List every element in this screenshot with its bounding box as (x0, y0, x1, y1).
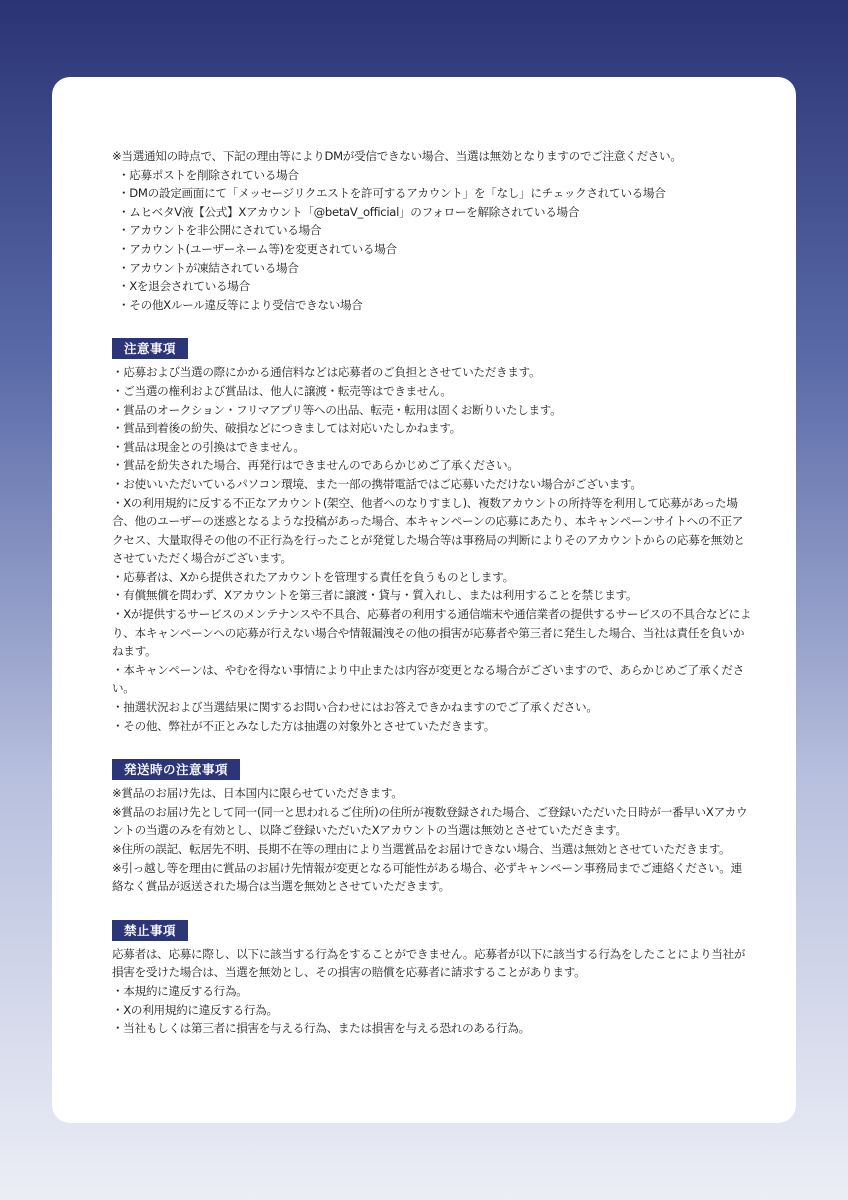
caution-item: ・賞品到着後の紛失、破損などにつきましては対応いたしかねます。 (112, 421, 461, 436)
caution-item: ・その他、弊社が不正とみなした方は抽選の対象外とさせていただきます。 (112, 718, 496, 733)
shipping-item: ※引っ越し等を理由に賞品のお届け先情報が変更となる可能性がある場合、必ずキャンペーン事務局までご連絡ください。連絡なく賞品が返送された場合は当選を無効とさせていただきます。 (112, 860, 742, 894)
caution-item: ・応募者は、Xから提供されたアカウントを管理する責任を負うものとします。 (112, 569, 514, 584)
cautions-section (112, 338, 752, 735)
dm-notice-section (112, 147, 752, 314)
caution-item: ・有償無償を問わず、Xアカウントを第三者に譲渡・貸与・質入れし、または利用することを禁じます。 (112, 588, 638, 603)
cautions-heading: 注意事項 (112, 338, 188, 359)
prohibited-item: ・本規約に違反する行為。 (112, 983, 248, 998)
dm-notice-intro: ※当選通知の時点で、下記の理由等によりDMが受信できない場合、当選は無効となりますのでご注意ください。 (112, 149, 682, 163)
content-card (52, 77, 796, 1123)
caution-item: ・本キャンペーンは、やむを得ない事情により中止または内容が変更となる場合がございますので、あらかじめご了承ください。 (112, 662, 744, 696)
prohibited-section (112, 920, 752, 1038)
terms-content (112, 147, 752, 1038)
caution-item: ・賞品を紛失された場合、再発行はできませんのであらかじめご了承ください。 (112, 458, 519, 473)
caution-item: ・Xの利用規約に反する不正なアカウント(架空、他者へのなりすまし)、複数アカウントの所持等を利用して応募があった場合、他のユーザーの迷惑となるような投稿があった場合、本キャンペーンの応募にあたり、本キャンペーンサイトへの不正アクセス、大量取得その他の不正行為を行ったことが発覚した場合等は事務局の判断によりそのアカウントからの応募を無効とさせていただく場合がございます。 (112, 495, 745, 566)
dm-notice-item: ・アカウント(ユーザーネーム等)を変更されている場合 (118, 241, 397, 256)
caution-item: ・賞品のオークション・フリマアプリ等への出品、転売・転用は固くお断りいたします。 (112, 402, 562, 417)
dm-notice-item: ・応募ポストを削除されている場合 (118, 167, 299, 182)
prohibited-item: ・Xの利用規約に違反する行為。 (112, 1002, 278, 1017)
caution-item: ・Xが提供するサービスのメンテナンスや不具合、応募者の利用する通信端末や通信業者の提供するサービスの不具合などにより、本キャンペーンへの応募が行えない場合や情報漏洩その他の損害が応募者や第三者に発生した場合、当社は責任を負いかねます。 (112, 607, 752, 659)
shipping-heading: 発送時の注意事項 (112, 759, 240, 780)
dm-notice-item: ・DMの設定画面にて「メッセージリクエストを許可するアカウント」を「なし」にチェックされている場合 (118, 186, 666, 201)
prohibited-heading: 禁止事項 (112, 920, 188, 941)
shipping-item: ※住所の誤記、転居先不明、長期不在等の理由により当選賞品をお届けできない場合、当選は無効とさせていただきます。 (112, 842, 731, 856)
prohibited-intro: 応募者は、応募に際し、以下に該当する行為をすることができません。応募者が以下に該当する行為をしたことにより当社が損害を受けた場合は、当選を無効とし、その損害の賠償を応募者に請求することがあります。 (112, 946, 746, 980)
dm-notice-item: ・その他Xルール違反等により受信できない場合 (118, 297, 363, 312)
dm-notice-item: ・Xを退会されている場合 (118, 279, 250, 294)
shipping-item: ※賞品のお届け先は、日本国内に限らせていただきます。 (112, 786, 403, 801)
caution-item: ・賞品は現金との引換はできません。 (112, 439, 305, 454)
caution-item: ・お使いいただいているパソコン環境、また一部の携帯電話ではご応募いただけない場合がございます。 (112, 476, 642, 491)
shipping-section (112, 759, 752, 896)
caution-item: ・抽選状況および当選結果に関するお問い合わせにはお答えできかねますのでご了承ください。 (112, 700, 598, 715)
prohibited-item: ・当社もしくは第三者に損害を与える行為、または損害を与える恐れのある行為。 (112, 1021, 530, 1036)
caution-item: ・応募および当選の際にかかる通信料などは応募者のご負担とさせていただきます。 (112, 365, 541, 380)
dm-notice-item: ・アカウントが凍結されている場合 (118, 260, 299, 275)
caution-item: ・ご当選の権利および賞品は、他人に譲渡・転売等はできません。 (112, 383, 452, 398)
dm-notice-item: ・アカウントを非公開にされている場合 (118, 223, 322, 238)
dm-notice-item: ・ムヒベタV液【公式】Xアカウント「@betaV_official」のフォローを解除されている場合 (118, 204, 580, 219)
shipping-item: ※賞品のお届け先として同一(同一と思われるご住所)の住所が複数登録された場合、ご登録いただいた日時が一番早いXアカウントの当選のみを有効とし、以降ご登録いただいたXアカウントの当選は無効とさせていただきます。 (112, 804, 748, 838)
